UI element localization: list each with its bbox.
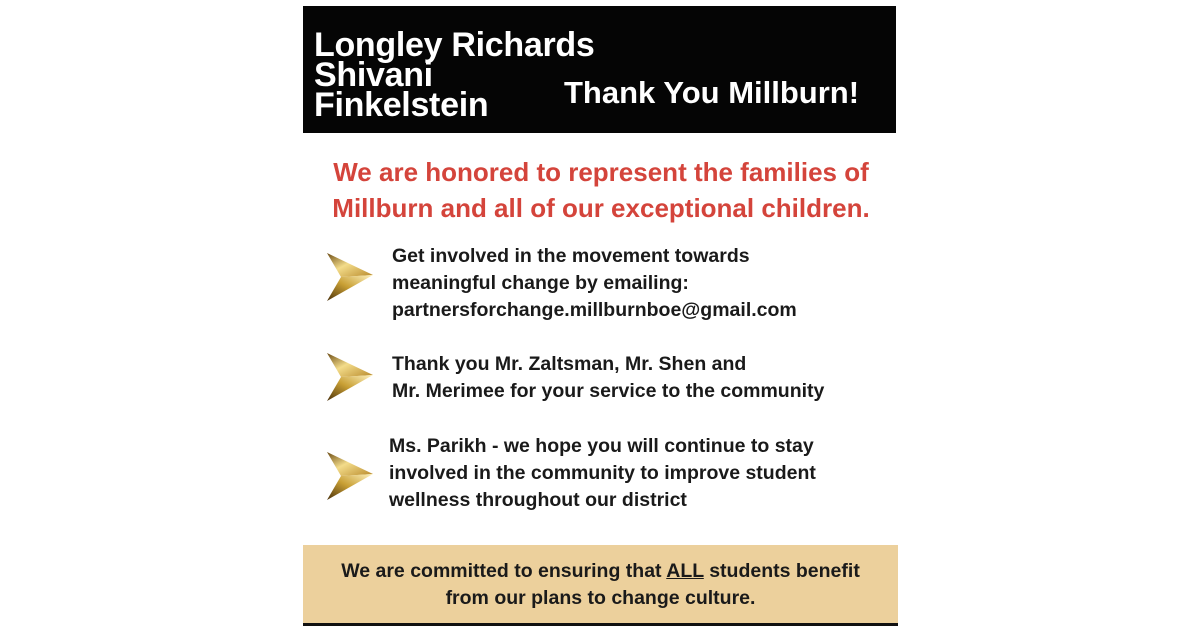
intro-statement: [303, 154, 899, 226]
commitment-text-part: We are committed to ensuring that: [341, 560, 667, 582]
candidate-name: Shivani: [314, 56, 433, 94]
candidate-names: [314, 26, 595, 124]
commitment-text-part: students benefit: [703, 560, 860, 582]
thank-you-heading: Thank You Millburn!: [564, 75, 860, 110]
bullet-get-involved: [303, 243, 899, 333]
gold-arrow-icon: [325, 251, 375, 303]
bullet-text: [392, 351, 824, 405]
bullet-line: Get involved in the movement towards: [392, 245, 750, 267]
bullet-ms-parikh: [303, 433, 899, 523]
bullet-text: [389, 433, 816, 514]
flyer: [303, 6, 899, 626]
bullet-line: Ms. Parikh - we hope you will continue to stay: [389, 435, 814, 457]
bullet-line: involved in the community to improve student: [389, 462, 816, 484]
bullet-line: wellness throughout our district: [389, 489, 687, 511]
commitment-line: [303, 558, 898, 585]
candidate-name: Longley Richards: [314, 26, 595, 64]
intro-line: Millburn and all of our exceptional children.: [332, 193, 870, 223]
candidate-name: Finkelstein: [314, 86, 489, 124]
bullet-line: Mr. Merimee for your service to the community: [392, 380, 825, 402]
header-banner: [303, 6, 896, 133]
emphasis-all: ALL: [666, 560, 704, 582]
bullet-line: meaningful change by emailing:: [392, 272, 689, 294]
gold-arrow-icon: [325, 450, 375, 502]
gold-arrow-icon: [325, 351, 375, 403]
bullet-line: Thank you Mr. Zaltsman, Mr. Shen and: [392, 353, 747, 375]
commitment-text: [303, 558, 898, 612]
bullet-text: [392, 243, 797, 324]
commitment-line: from our plans to change culture.: [445, 587, 756, 609]
bullet-thank-you: [303, 351, 899, 411]
intro-line: We are honored to represent the families of: [333, 157, 869, 187]
commitment-banner: [303, 545, 898, 626]
contact-email[interactable]: partnersforchange.millburnboe@gmail.com: [392, 299, 797, 321]
